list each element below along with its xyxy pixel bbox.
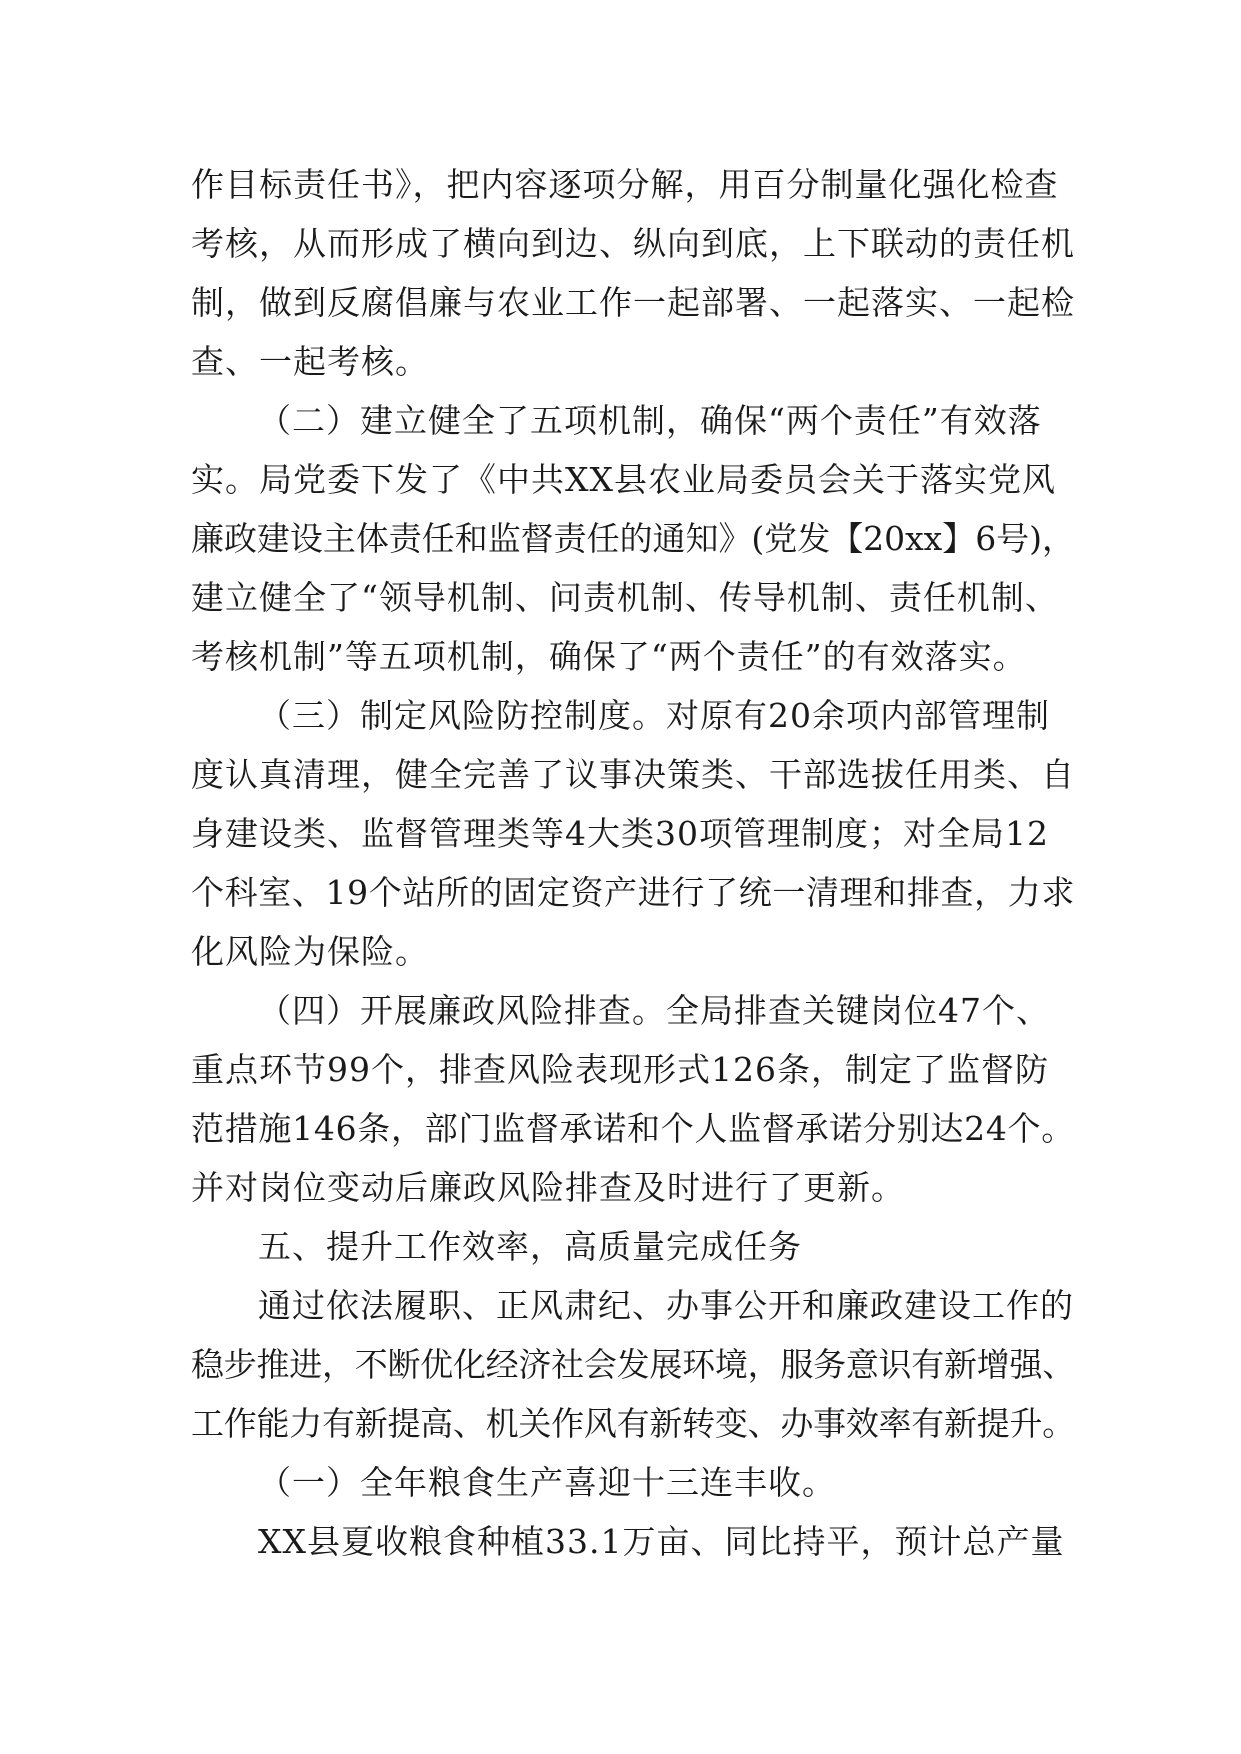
text-line: 制，做到反腐倡廉与农业工作一起部署、一起落实、一起检 — [191, 283, 1075, 322]
text-line: 作目标责任书》，把内容逐项分解，用百分制量化强化检查 — [191, 165, 1059, 204]
text-line: 实。局党委下发了《中共XX县农业局委员会关于落实党风 — [191, 460, 1056, 499]
section-heading-three: （三）制定风险防控制度。对原有20余项内部管理制 — [258, 696, 1050, 735]
text-line: 重点环节99个，排查风险表现形式126条，制定了监督防 — [191, 1050, 1049, 1089]
text-line: 查、一起考核。 — [191, 342, 429, 381]
text-line: 化风险为保险。 — [191, 932, 429, 971]
text-line: 通过依法履职、正风肃纪、办事公开和廉政建设工作的 — [258, 1286, 1074, 1325]
section-heading-four: （四）开展廉政风险排查。全局排查关键岗位47个、 — [258, 991, 1050, 1030]
text-line: 稳步推进，不断优化经济社会发展环境，服务意识有新增强、 — [191, 1345, 1076, 1384]
text-line: 并对岗位变动后廉政风险排查及时进行了更新。 — [191, 1168, 905, 1207]
text-line: 度认真清理，健全完善了议事决策类、干部选拔任用类、自 — [191, 755, 1075, 794]
section-heading-one: （一）全年粮食生产喜迎十三连丰收。 — [258, 1463, 836, 1502]
text-line: 建立健全了“领导机制、问责机制、传导机制、责任机制、 — [191, 578, 1059, 617]
text-line: 考核，从而形成了横向到边、纵向到底，上下联动的责任机 — [191, 224, 1075, 263]
section-heading-two: （二）建立健全了五项机制，确保“两个责任”有效落 — [258, 401, 1042, 440]
text-line: 工作能力有新提高、机关作风有新转变、办事效率有新提升。 — [191, 1404, 1076, 1443]
text-line: 范措施146条，部门监督承诺和个人监督承诺分别达24个。 — [191, 1109, 1075, 1148]
chapter-heading-five: 五、提升工作效率，高质量完成任务 — [258, 1227, 802, 1266]
text-line: 身建设类、监督管理类等4大类30项管理制度；对全局12 — [191, 814, 1049, 853]
text-line: 考核机制”等五项机制，确保了“两个责任”的有效落实。 — [191, 637, 1027, 676]
text-line: 廉政建设主体责任和监督责任的通知》(党发【20xx】6号)， — [191, 519, 1075, 558]
text-line: XX县夏收粮食种植33.1万亩、同比持平，预计总产量 — [258, 1522, 1065, 1561]
text-line: 个科室、19个站所的固定资产进行了统一清理和排查，力求 — [191, 873, 1075, 912]
